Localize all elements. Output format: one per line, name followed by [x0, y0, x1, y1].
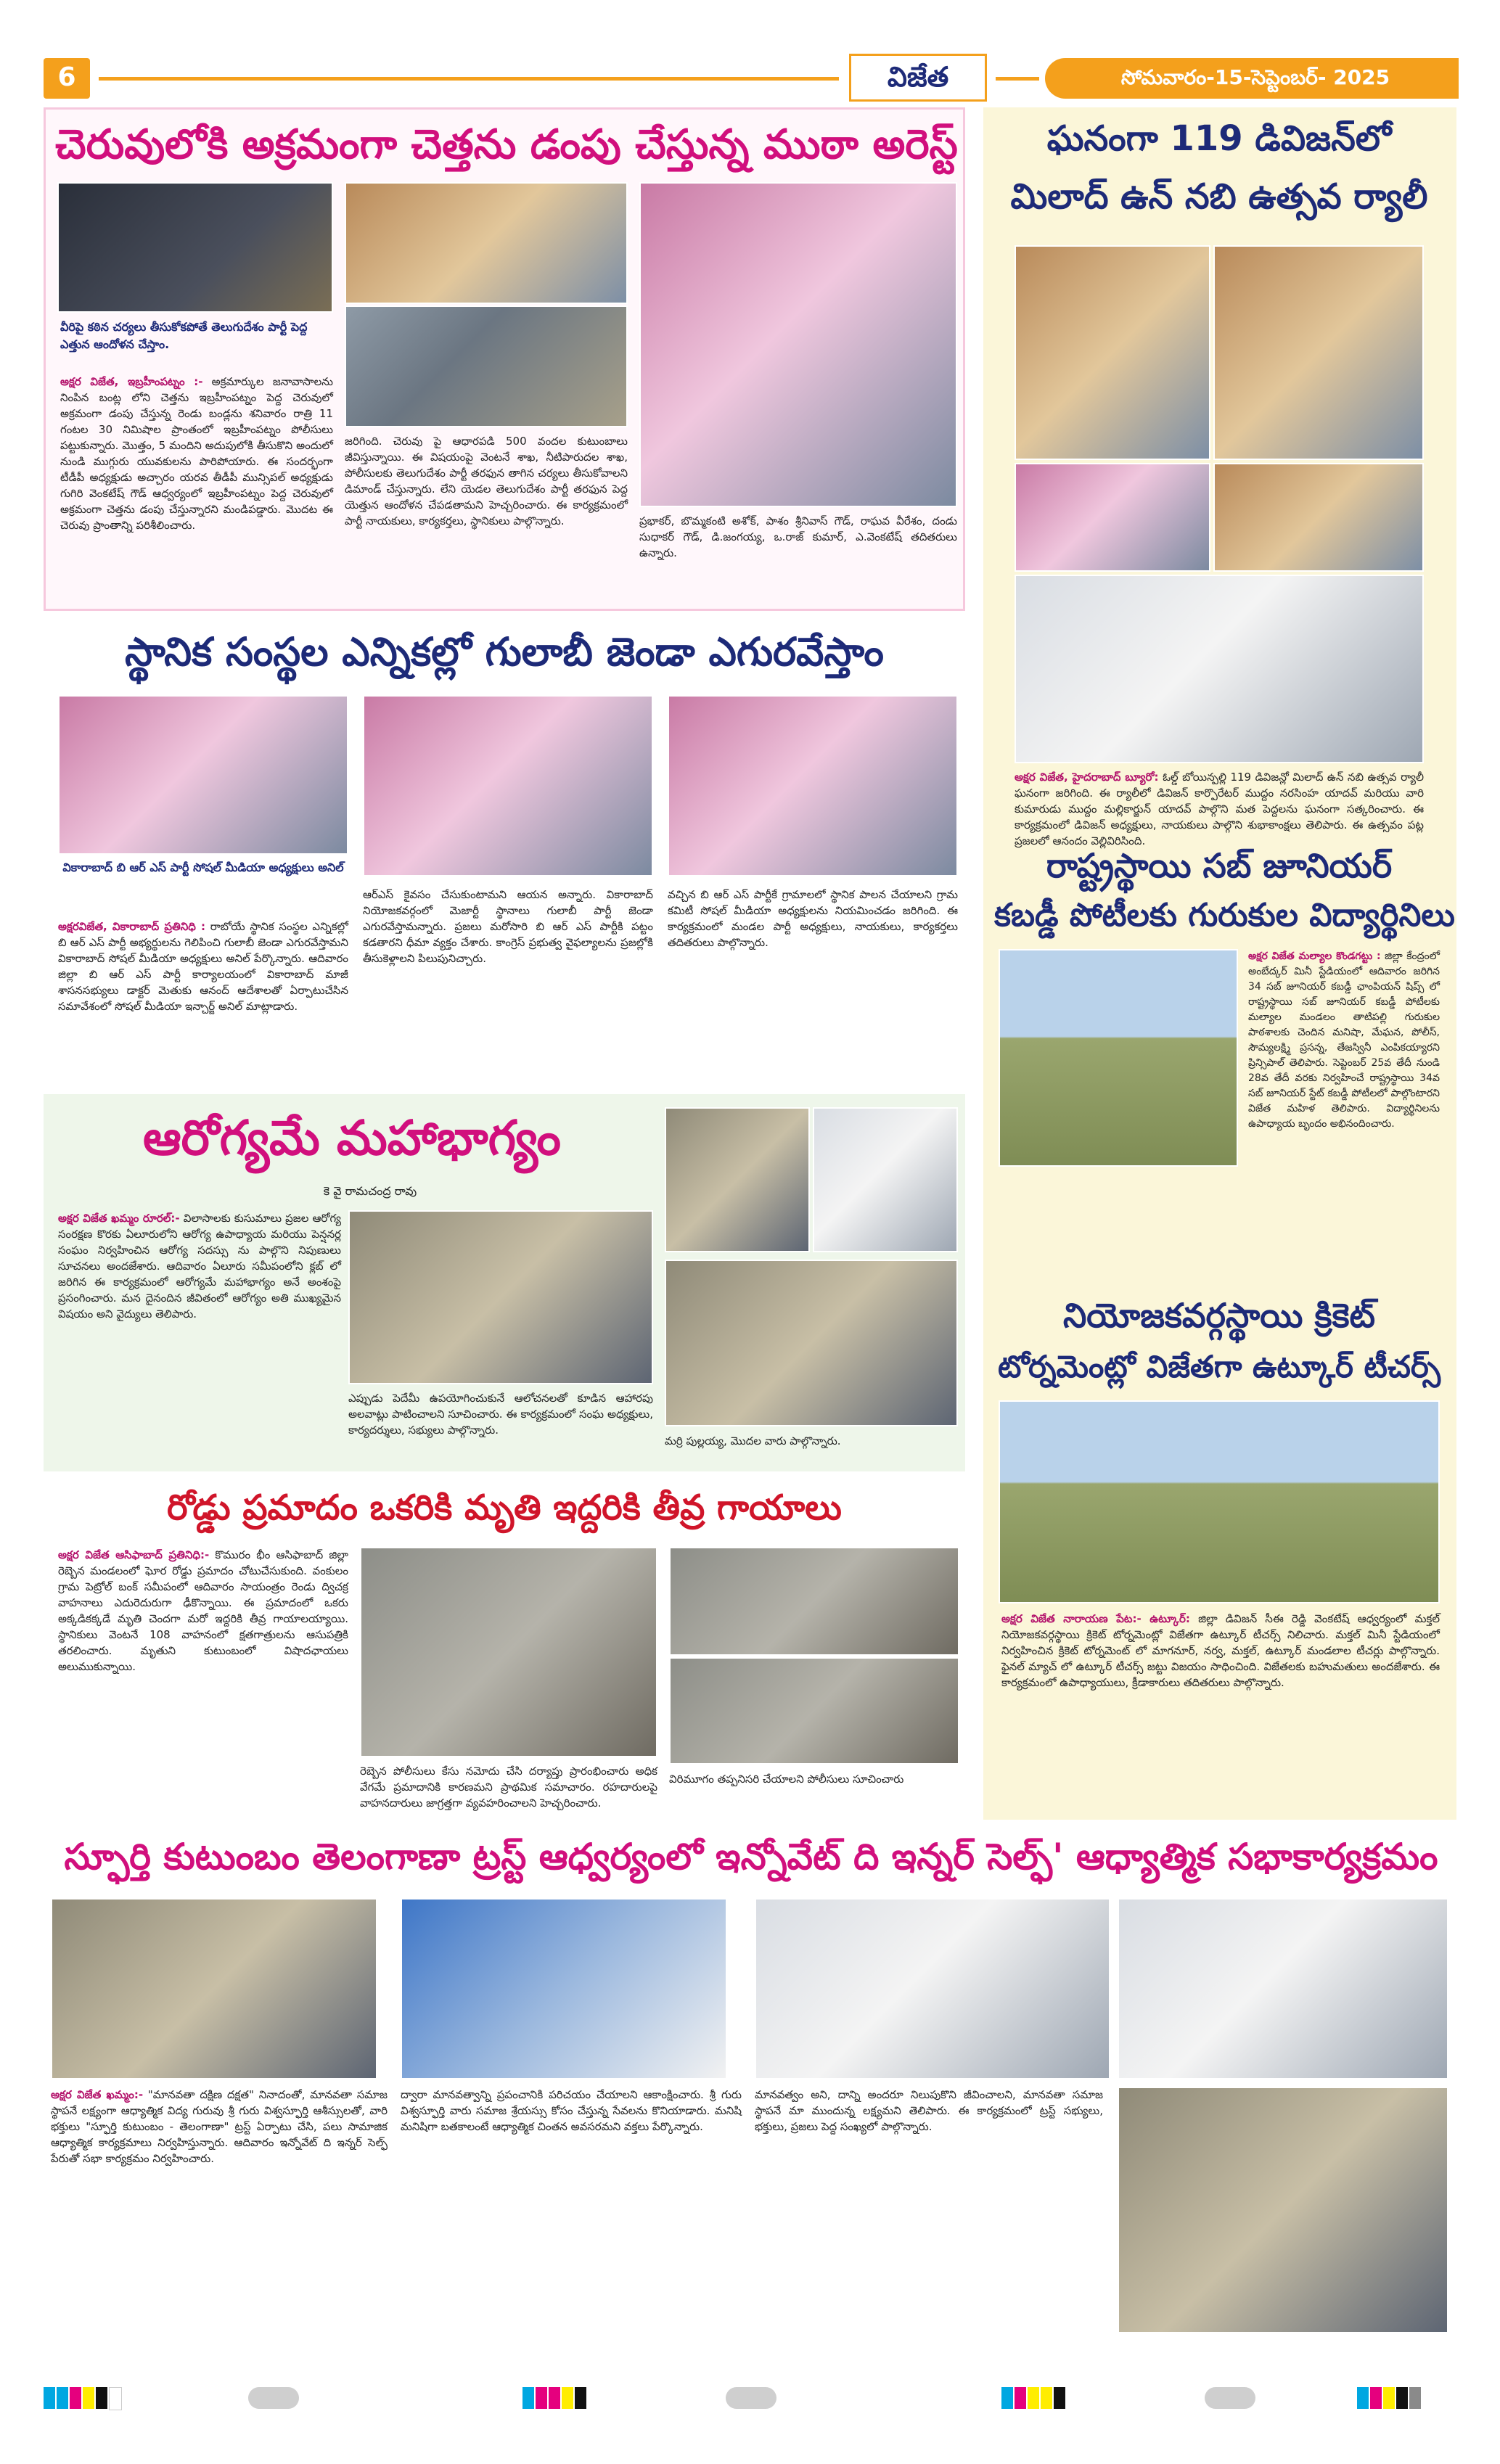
health-photo-dais: [813, 1107, 958, 1252]
local-bodies-headline: స్థానిక సంస్థల ఎన్నికల్లో గులాబీ జెండా ఎగురవేస్తాం: [125, 629, 884, 675]
local-bodies-body-1-text: రాబోయే స్థానిక సంస్థల ఎన్నికల్లో బి ఆర్ ఎస్ పార్టీ అభ్యర్థులను గెలిపించి గులాబీ జెండా ఎగురవేస్తామని వికారాబాద్ సోషల్ మీడియా అధ్యక్షులు అనిల్ పేర్కొన్నారు. ఆదివారం జిల్లా బి ఆర్ ఎస్ పార్టీ కార్యాలయంలో వికారాబాద్ మాజీ శాసనసభ్యులు డాక్టర్ మెతుకు ఆనంద్ ఆదేశాలతో ఏర్పాటుచేసిన సమావేశంలో సోషల్ మీడియా ఇన్చార్జ్ అనిల్ మాట్లాడారు.: [58, 920, 348, 1013]
header-rule-right: [996, 77, 1039, 81]
mark-black: [96, 2387, 107, 2409]
mark-cyan: [1001, 2387, 1013, 2409]
accident-body-1-text: కొమురం భీం ఆసిఫాబాద్ జిల్లా రెబ్బెన మండలంలో ఘోర రోడ్డు ప్రమాదం చోటుచేసుకుంది. వంకులం గ్రామ పెట్రోల్ బంక్ సమీపంలో ఆదివారం సాయంత్రం రెండు ద్విచక్ర వాహనాలు ఎదురెదురుగా ఢీకొన్నాయి. ఈ ప్రమాదంలో ఒకరు అక్కడికక్కడే మృతి చెందగా మరో ఇద్దరికి తీవ్ర గాయాలయ్యాయి. స్థానికులు వెంటనే 108 వాహనంలో క్షతగాత్రులను ఆసుపత్రికి తరలించారు. మృతుని కుటుంబంలో విషాదఛాయలు అలుముకున్నాయి.: [58, 1548, 348, 1673]
kabaddi-headline-2: కబడ్డీ పోటీలకు గురుకుల విద్యార్థినిలు: [994, 897, 1455, 934]
garbage-article: [44, 107, 965, 611]
spiritual-photo-stage: [401, 1898, 727, 2079]
garbage-body-2: జరిగింది. చెరువు పై ఆధారపడి 500 వందల కుటుంబాలు జీవిస్తున్నాయి. ఈ విషయంపై వెంటనే శాఖ, నీటిపారుదల శాఖ, పోలీసులకు తెలుగుదేశం పార్టీ తరఫున తాగిన చర్యలు తీసుకోవాలని డిమాండ్ చేస్తున్నారు. లేని యెడల తెలుగుదేశం పార్టీ తరఫున పెద్ద యెత్తున ఆందోళన చేపడతామని హెచ్చరించారు. ఈ కార్యక్రమంలో పార్టీ నాయకులు, కార్యకర్తలు, స్థానికులు పాల్గొన్నారు.: [345, 435, 628, 527]
mark-black: [1396, 2387, 1408, 2409]
masthead-logo: విజేత: [887, 61, 949, 93]
kabaddi-body: [1248, 949, 1440, 1276]
header-bar: [44, 58, 1459, 99]
milad-headline-2: మిలాద్ ఉన్ నబి ఉత్సవ ర్యాలీ: [1010, 176, 1428, 217]
date-line: సోమవారం-15-సెప్టెంబర్- 2025: [1120, 65, 1390, 89]
kabaddi-dateline: అక్షర విజేత మల్యాల కొండగట్టు :: [1248, 950, 1381, 962]
cricket-dateline: అక్షర విజేత నారాయణ పేట:- ఉట్కూర్:: [1001, 1612, 1190, 1625]
accident-body-1: [58, 1547, 348, 1814]
cricket-body-text: జిల్లా డివిజన్ సీఈ రెడ్డి వెంకటేష్ ఆధ్వర్యంలో మక్తల్ నియోజకవర్గస్థాయి క్రికెట్ టోర్నమెంట్లో విజేతగా ఉట్కూర్ టీచర్స్ నిలిచారు. మక్తల్ మినీ స్టేడియంలో నిర్వహించిన క్రికెట్ టోర్నమెంట్ లో మాగనూర్, నర్వ, మక్తల్, ఉట్కూర్ మండలాల టీచర్లు పాల్గొన్నారు. ఫైనల్ మ్యాచ్ లో ఉట్కూర్ టీచర్స్ జట్టు విజయం సాధించింది. విజేతలకు బహుమతులు అందజేశారు. ఈ కార్యక్రమంలో ఉపాధ్యాయులు, క్రీడాకారులు తదితరులు పాల్గొన్నారు.: [1001, 1612, 1440, 1689]
milad-body-text: ఓల్డ్ బోయిన్పల్లి 119 డివిజన్లో మిలాద్ ఉన్ నబి ఉత్సవ ర్యాలీ ఘనంగా జరిగింది. ఈ ర్యాలీలో డివిజన్ కార్పొరేటర్ ముద్దం నరసింహ యాదవ్ మరియు వారి కుమారుడు ముద్దం మల్లికార్జున్ యాదవ్ పాల్గొని మత పెద్దలను ఘనంగా సత్కరించారు. ఈ కార్యక్రమంలో డివిజన్ అధ్యక్షులు, నాయకులు పాల్గొని శుభాకాంక్షలు తెలిపారు. ఈ ఉత్సవం పట్ల ప్రజలలో ఆనందం వెల్లివిరిసింది.: [1015, 771, 1424, 847]
health-article: [44, 1094, 965, 1471]
mark-yellow: [1028, 2387, 1039, 2409]
cricket-article: [994, 1291, 1444, 1814]
mark-grey: [1409, 2387, 1421, 2409]
milad-photo-5: [1015, 575, 1424, 763]
health-body-2: ఎప్పుడు పెదేమీ ఉపయోగించుకునే ఆలోచనలతో కూడిన ఆహారపు అలవాట్లు పాటించాలని సూచించారు. ఈ కార్యక్రమంలో సంఘ అధ్యక్షులు, కార్యదర్శులు, సభ్యులు పాల్గొన్నారు.: [348, 1392, 653, 1437]
local-bodies-photo-2: [363, 695, 653, 876]
milad-photo-2: [1213, 245, 1424, 460]
kabaddi-article: [994, 842, 1455, 1284]
mark-black: [575, 2387, 586, 2409]
header-rule-left: [99, 77, 839, 81]
mark-cyan: [522, 2387, 534, 2409]
spiritual-body-1-text: "మానవతా దక్షిణ దక్షత" నినాదంతో, మానవతా సమాజ స్థాపనే లక్ష్యంగా ఆధ్యాత్మిక విద్య గురువు శ్రీ గురు విశ్వస్ఫూర్తి ఆశీస్సులతో, వారి భక్తులు "స్ఫూర్తి కుటుంబం - తెలంగాణా" ట్రస్ట్ ఏర్పాటు చేసి, పలు సామాజిక ఆధ్యాత్మిక కార్యక్రమాలు నిర్వహిస్తున్నారు. ఆదివారం ఇన్నోవేట్ ది ఇన్నర్ సెల్ఫ్ పేరుతో సభా కార్యక్రమం నిర్వహించారు.: [51, 2088, 388, 2165]
print-marks-4: [1357, 2387, 1459, 2409]
health-body-1-text: విలాసాలకు కుసుమాలు ప్రజల ఆరోగ్య సంరక్షణ కొరకు ఏలూరులోని ఆరోగ్య ఉపాధ్యాయ మరియు పెన్షనర్ల సంఘం నిర్వహించిన ఆరోగ్య సదస్సు ను పాల్గొని నిపుణులు సూచనలు అందజేశారు. ఆదివారం ఏలూరు సమీపంలోని క్లబ్ లో జరిగిన ఈ కార్యక్రమంలో ఆరోగ్యమే మహాభాగ్యం అనే అంశంపై ప్రసంగించారు. మన దైనందిన జీవితంలో ఆరోగ్యం అతి ముఖ్యమైన విషయం అని వైద్యులు తెలిపారు.: [58, 1212, 341, 1321]
print-marks-3: [1001, 2387, 1118, 2409]
health-photo-caption: మర్రి పుల్లయ్య, మొదల వారు పాల్గొన్నారు.: [665, 1434, 841, 1447]
local-bodies-article: [44, 623, 965, 1090]
milad-headline-1: ఘనంగా 119 డివిజన్‌లో: [1046, 118, 1392, 159]
mark-yellow-2: [1041, 2387, 1052, 2409]
spiritual-headline: స్ఫూర్తి కుటుంబం తెలంగాణా ట్రస్ట్ ఆధ్వర్యంలో ఇన్నోవేట్ ది ఇన్నర్ సెల్ఫ్' ఆధ్యాత్మిక సభాకార్యక్రమం: [64, 1836, 1438, 1878]
mark-yellow: [83, 2387, 94, 2409]
mark-black: [1054, 2387, 1065, 2409]
kabaddi-headline-1: రాష్ట్రస్థాయి సబ్ జూనియర్: [1046, 846, 1393, 885]
mark-yellow: [1383, 2387, 1395, 2409]
garbage-headline: చెరువులోకి అక్రమంగా చెత్తను డంపు చేస్తున్న ముఠా అరెస్ట్: [55, 121, 958, 168]
spiritual-body-2: ద్వారా మానవత్వాన్ని ప్రపంచానికి పరిచయం చేయాలని ఆకాంక్షించారు. శ్రీ గురు విశ్వస్ఫూర్తి వారు సమాజ శ్రేయస్సు కోసం చేస్తున్న సేవలను కొనియాడారు. మనిషి మనిషిగా బతకాలంటే ఆధ్యాత్మిక చింతన అవసరమని వక్తలు పేర్కొన్నారు.: [401, 2088, 742, 2133]
accident-body-2: రెబ్బెన పోలీసులు కేసు నమోదు చేసి దర్యాప్తు ప్రారంభించారు అధిక వేగమే ప్రమాదానికి కారణమని ప్రాథమిక సమాచారం. రహదారులపై వాహనదారులు జాగ్రత్తగా వ్యవహరించాలని హెచ్చరించారు.: [360, 1765, 657, 1810]
spiritual-body-3: మానవత్వం అని, దాన్ని అందరూ నిలుపుకొని జీవించాలని, మానవతా సమాజ స్థాపనే మా ముందున్న లక్ష్యమని తెలిపారు. ఈ కార్యక్రమంలో ట్రస్ట్ సభ్యులు, భక్తులు, ప్రజలు పెద్ద సంఖ్యలో పాల్గొన్నారు.: [755, 2088, 1103, 2133]
mark-magenta-2: [549, 2387, 560, 2409]
local-bodies-body-2: ఆర్ఎస్ కైవసం చేసుకుంటామని ఆయన అన్నారు. వికారాబాద్ నియోజకవర్గంలో మెజార్టీ స్థానాలు గులాబీ పార్టీ జెండా ఎగురవేస్తామన్నారు. ప్రజలు మరోసారి బి ఆర్ ఎస్ పార్టీకి పట్టం కడతారని ధీమా వ్యక్తం చేశారు. కాంగ్రెస్ ప్రభుత్వ వైఫల్యాలను ప్రజల్లోకి తీసుకెళ్లాలని పిలుపునిచ్చారు.: [363, 888, 653, 965]
spiritual-photo-audience: [51, 1898, 377, 2079]
health-photo-speaker: [665, 1107, 810, 1252]
print-marks-2: [522, 2387, 639, 2409]
spiritual-photo-crowd: [1118, 2087, 1448, 2333]
cricket-headline-2: టోర్నమెంట్లో విజేతగా ఉట్కూర్ టీచర్స్: [997, 1349, 1441, 1384]
health-photo-stage: [665, 1260, 958, 1426]
garbage-body-1: [60, 374, 333, 607]
mark-cyan-2: [57, 2387, 68, 2409]
mark-magenta: [70, 2387, 81, 2409]
accident-photo-scene: [360, 1547, 657, 1757]
milad-photo-1: [1015, 245, 1210, 460]
local-bodies-photo-caption: వికారాబాద్ బి ఆర్ ఎస్ పార్టీ సోషల్ మీడియా అధ్యక్షులు అనిల్: [62, 861, 344, 874]
mark-yellow: [562, 2387, 573, 2409]
milad-photo-4: [1213, 463, 1424, 572]
mark-magenta: [1370, 2387, 1382, 2409]
milad-photo-3: [1015, 463, 1210, 572]
mark-magenta: [536, 2387, 547, 2409]
health-body-1: [58, 1210, 341, 1464]
accident-dateline: అక్షర విజేత ఆసిఫాబాద్ ప్రతినిధి:-: [58, 1548, 210, 1561]
local-bodies-body-3: వచ్చిన బి ఆర్ ఎస్ పార్టీకే గ్రామాలలో స్థానిక పాలన చేయాలని గ్రామ కమిటీ సోషల్ మీడియా అధ్యక్షులను నియమించడం జరిగింది. ఈ కార్యక్రమంలో మండల పార్టీ అధ్యక్షులు, నాయకులు, కార్యకర్తలు తదితరులు పాల్గొన్నారు.: [668, 888, 958, 949]
local-bodies-dateline: అక్షరవిజేత, వికారాబాద్ ప్రతినిధి :: [58, 920, 206, 933]
milad-body: [1015, 769, 1424, 847]
accident-article: [44, 1480, 965, 1818]
accident-photo-victim: [669, 1547, 959, 1656]
local-bodies-photo-3: [668, 695, 958, 876]
health-byline: కె వై రామచంద్ర రావు: [323, 1184, 417, 1198]
kabaddi-body-text: జిల్లా కేంద్రంలో అంబేద్కర్ మినీ స్టేడియంలో ఆదివారం జరిగిన 34 సబ్ జూనియర్ కబడ్డీ ఛాంపియన్ షిప్స్ లో రాష్ట్రస్థాయి సబ్ జూనియర్ కబడ్డీ పోటీలకు మల్యాల మండలం తాటిపల్లి గురుకుల పాఠశాలకు చెందిన మనిషా, మేఘన, పోలీస్, సౌమ్యలక్ష్మి ప్రసన్న, తేజస్వినీ ఎంపికయ్యారని ప్రిన్సిపాల్ తెలిపారు. సెప్టెంబర్ 25వ తేదీ నుండి 28వ తేదీ వరకు నిర్వహించే రాష్ట్రస్థాయి 34వ సబ్ జూనియర్ స్టేట్ కబడ్డీ పోటీలలో పాల్గొంటారని విజేత మహిళ తెలిపారు. విద్యార్థినిలను ఉపాధ్యాయ బృందం అభినందించారు.: [1248, 950, 1440, 1130]
health-photo-audience: [348, 1210, 653, 1384]
spiritual-body-1: [51, 2087, 388, 2348]
mark-magenta: [1015, 2387, 1026, 2409]
spiritual-dateline: అక్షర విజేత ఖమ్మం:-: [51, 2088, 144, 2101]
mark-cyan: [44, 2387, 55, 2409]
accident-headline: రోడ్డు ప్రమాదం ఒకరికి మృతి ఇద్దరికి తీవ్ర గాయాలు: [167, 1487, 842, 1528]
garbage-body-1-text: అక్రమార్కుల జనావాసాలను నింపిన బంట్ల లోని చెత్తను ఇబ్రహీంపట్నం పెద్ద చెరువులో అక్రమంగా డంపు చేస్తున్న రెండు బండ్లను శనివారం రాత్రి 11 గంటల 30 నిమిషాల ప్రాంతంలో ఇబ్రహీంపట్నం పోలీసులు పట్టుకున్నారు. మొత్తం, 5 మందిని అదుపులోకి తీసుకొని అందులో నుండి ముగ్గురు యువకులను పారిపోయారు. ఈ సందర్భంగా టీడీపీ అధ్యక్షుడు అచ్చారం యరవ తీడీపీ మున్సిపల్ అధ్యక్షుడు గుగిరి వెంకటేష్ గౌడ్ ఆధ్వర్యంలో ఇబ్రహీంపట్నం పెద్ద చెరువులో అక్రమంగా చెత్తను డంపు చేస్తున్నారని మండిపడ్డారు. మొదట ఈ చెరువు ప్రాంతాన్ని పరిశీలించారు.: [60, 375, 333, 532]
garbage-photo-caption: వీరిపై కఠిన చర్యలు తీసుకోకపోతే తెలుగుదేశం పార్టీ పెద్ద ఎత్తున ఆందోళన చేస్తాం.: [60, 320, 308, 351]
cricket-headline-1: నియోజకవర్గస్థాయి క్రికెట్: [1063, 1296, 1375, 1335]
print-pill-2: [726, 2387, 776, 2409]
print-pill-1: [248, 2387, 299, 2409]
garbage-photo-petition: [639, 182, 957, 507]
garbage-photo-lake: [345, 305, 628, 427]
garbage-group-caption: ప్రభాకర్, బొమ్మకంటి అశోక్, పాశం శ్రీనివాస్ గౌడ్, రాఘవ వీరేశం, దండు సుధాకర్ గౌడ్, డి.జంగయ్య, ఒ.రాజ్ కుమార్, ఎ.వెంకటేష్ తదితరులు ఉన్నారు.: [639, 514, 957, 559]
print-marks-1: [44, 2387, 160, 2409]
cricket-photo-team: [999, 1400, 1440, 1603]
print-pill-3: [1205, 2387, 1255, 2409]
local-bodies-photo-1: [58, 695, 348, 855]
accident-photo-bike: [669, 1657, 959, 1765]
spiritual-photo-felicitation: [1118, 1898, 1448, 2079]
garbage-photo-arrest: [345, 182, 628, 304]
accident-photo-caption: విరిమూగం తప్పనిసరి చేయాలని పోలీసులు సూచించారు: [669, 1773, 904, 1786]
cricket-body: [1001, 1611, 1440, 1807]
page-number: 6: [57, 62, 76, 92]
milad-dateline: అక్షర విజేత, హైదరాబాద్ బ్యూరో:: [1015, 771, 1159, 784]
kabaddi-photo-group: [999, 949, 1238, 1167]
garbage-photo-truck: [57, 182, 333, 313]
garbage-dateline: అక్షర విజేత, ఇబ్రహీంపట్నం :-: [60, 375, 203, 388]
milad-article: [994, 107, 1444, 847]
health-headline: ఆరోగ్యమే మహాభాగ్యం: [143, 1110, 561, 1166]
local-bodies-body-1: [58, 919, 348, 1085]
mark-white: [109, 2387, 122, 2410]
health-dateline: అక్షర విజేత ఖమ్మం రూరల్:-: [58, 1212, 180, 1225]
spiritual-article: [44, 1828, 1459, 2358]
mark-cyan: [1357, 2387, 1369, 2409]
spiritual-photo-portrait: [755, 1898, 1110, 2079]
